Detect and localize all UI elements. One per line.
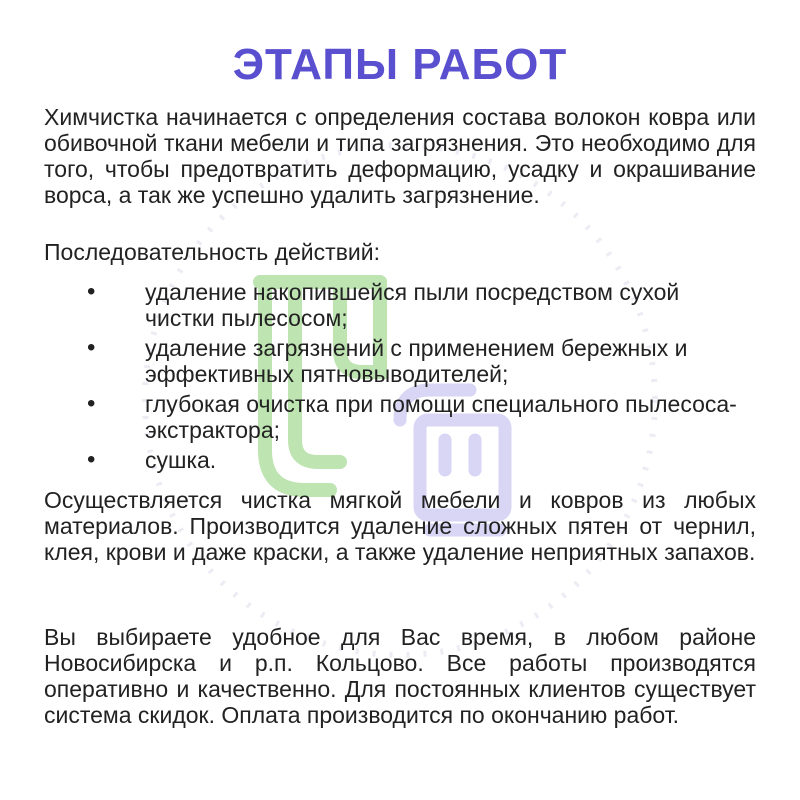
steps-list xyxy=(0,279,800,477)
intro-paragraph: Химчистка начинается с определения состава волокон ковра или обивочной ткани мебели и типа загрязнения. Это необходимо для того, чтобы предотвратить деформацию, усадку и окрашивание ворса, а так же успешно удалить загрязнение. xyxy=(44,104,756,208)
booking-paragraph: Вы выбираете удобное для Вас время, в любом районе Новосибирска и р.п. Кольцово. Все работы производятся оперативно и качественно. Для постоянных клиентов существует система скидок. Оплата производится по окончанию работ. xyxy=(44,624,756,728)
bullet-icon: • xyxy=(87,334,96,361)
step-text: удаление загрязнений с применением бережных и эффективных пятновыводителей; xyxy=(145,335,688,387)
step-text: удаление накопившейся пыли посредством сухой чистки пылесосом; xyxy=(145,279,680,331)
list-item xyxy=(0,447,800,473)
step-text: сушка. xyxy=(145,447,217,473)
step-text: глубокая очистка при помощи специального пылесоса-экстрактора; xyxy=(145,391,737,443)
bullet-icon: • xyxy=(87,278,96,305)
services-paragraph: Осуществляется чистка мягкой мебели и ковров из любых материалов. Производится удаление сложных пятен от чернил, клея, крови и даже краски, а также удаление неприятных запахов. xyxy=(44,487,756,565)
page-title: ЭТАПЫ РАБОТ xyxy=(232,40,568,89)
list-item xyxy=(0,391,800,443)
sequence-label: Последовательность действий: xyxy=(44,239,380,265)
list-item xyxy=(0,279,800,331)
bullet-icon: • xyxy=(87,390,96,417)
list-item xyxy=(0,335,800,387)
bullet-icon: • xyxy=(87,446,96,473)
